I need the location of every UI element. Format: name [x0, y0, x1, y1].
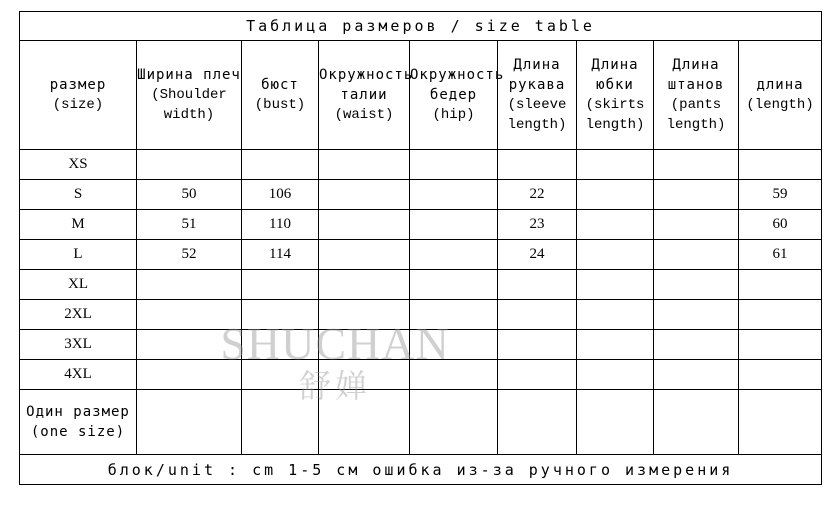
table-cell: [654, 210, 739, 240]
table-cell: [410, 240, 498, 270]
table-cell: 60: [739, 210, 822, 240]
table-cell: [739, 270, 822, 300]
header-size: [20, 41, 137, 150]
header-label-ru: длина: [756, 77, 804, 93]
size-label: M: [20, 210, 137, 240]
table-cell: [498, 360, 577, 390]
table-cell: [498, 150, 577, 180]
table-cell: [577, 360, 654, 390]
table-cell: [410, 270, 498, 300]
table-cell: [577, 150, 654, 180]
table-cell: [739, 330, 822, 360]
header-label-ru: Ширина плеч: [137, 67, 241, 83]
table-row: [20, 270, 822, 300]
header-row: [20, 41, 822, 150]
table-cell: [577, 210, 654, 240]
table-cell: [410, 210, 498, 240]
footer-note: блок/unit : cm 1-5 см ошибка из-за ручного измерения: [20, 455, 822, 485]
header-label-ru: размер: [49, 77, 107, 93]
table-cell: [242, 390, 319, 455]
table-cell: [498, 330, 577, 360]
table-title: Таблица размеров / size table: [20, 12, 822, 41]
header-label-ru: Длина юбки: [591, 57, 639, 93]
table-cell: 51: [137, 210, 242, 240]
table-cell: [319, 360, 410, 390]
table-cell: 106: [242, 180, 319, 210]
header-shoulder-width: [137, 41, 242, 150]
table-cell: 110: [242, 210, 319, 240]
table-cell: [319, 390, 410, 455]
table-cell: [577, 390, 654, 455]
size-table: [19, 11, 822, 485]
table-row: [20, 150, 822, 180]
table-cell: [654, 240, 739, 270]
table-cell: [319, 330, 410, 360]
table-cell: [410, 360, 498, 390]
header-label-en: (waist): [334, 107, 394, 123]
table-cell: [577, 300, 654, 330]
table-cell: [242, 360, 319, 390]
header-label-en: (skirts length): [585, 97, 645, 133]
table-cell: [137, 390, 242, 455]
table-cell: [137, 330, 242, 360]
header-label-en: (pants length): [666, 97, 726, 133]
size-label: S: [20, 180, 137, 210]
table-cell: [319, 210, 410, 240]
size-label: L: [20, 240, 137, 270]
table-cell: 114: [242, 240, 319, 270]
header-label-en: (hip): [432, 107, 475, 123]
table-cell: [654, 180, 739, 210]
table-cell: [319, 300, 410, 330]
header-waist: [319, 41, 414, 150]
table-cell: [410, 390, 498, 455]
table-cell: [319, 150, 410, 180]
table-cell: [654, 360, 739, 390]
table-cell: [319, 240, 410, 270]
table-cell: [498, 300, 577, 330]
table-row: [20, 240, 822, 270]
table-row: [20, 180, 822, 210]
table-cell: [654, 300, 739, 330]
table-cell: [577, 240, 654, 270]
size-label: XS: [20, 150, 137, 180]
size-table-frame: [19, 11, 821, 501]
header-pants-length: [654, 41, 739, 150]
header-label-en: (length): [746, 97, 814, 113]
one-size-label-ru: Один размер: [26, 404, 130, 420]
table-cell: [319, 180, 410, 210]
table-cell: [242, 270, 319, 300]
table-cell: [137, 360, 242, 390]
size-label: 4XL: [20, 360, 137, 390]
table-cell: [498, 270, 577, 300]
table-cell: [577, 180, 654, 210]
table-cell: [498, 390, 577, 455]
header-hip: [410, 41, 505, 150]
header-label-ru: бюст: [261, 77, 299, 93]
table-cell: [410, 150, 498, 180]
table-cell: [137, 300, 242, 330]
table-cell: [739, 300, 822, 330]
table-cell: [242, 300, 319, 330]
header-label-en: (Shoulder width): [151, 87, 227, 123]
one-size-label: [20, 390, 137, 455]
one-size-label-en: (one size): [30, 424, 126, 440]
table-cell: [577, 270, 654, 300]
table-row: [20, 330, 822, 360]
size-label: 3XL: [20, 330, 137, 360]
size-label: XL: [20, 270, 137, 300]
table-cell: 52: [137, 240, 242, 270]
header-label-ru: Длина штанов: [667, 57, 725, 93]
table-cell: [137, 150, 242, 180]
header-label-ru: Длина рукава: [508, 57, 566, 93]
table-cell: [654, 150, 739, 180]
table-cell: 23: [498, 210, 577, 240]
table-cell: [242, 150, 319, 180]
table-row: [20, 360, 822, 390]
header-label-en: (bust): [254, 97, 306, 113]
table-row-one-size: [20, 390, 822, 455]
table-row: [20, 210, 822, 240]
table-cell: [410, 300, 498, 330]
table-cell: 22: [498, 180, 577, 210]
table-cell: [242, 330, 319, 360]
table-cell: 24: [498, 240, 577, 270]
table-cell: [654, 270, 739, 300]
table-cell: 59: [739, 180, 822, 210]
table-row: [20, 300, 822, 330]
table-cell: [654, 330, 739, 360]
watermark-latin: SHUCHAN: [220, 318, 450, 369]
table-cell: [410, 180, 498, 210]
header-length: [739, 41, 822, 150]
table-cell: [739, 150, 822, 180]
header-label-en: (size): [52, 97, 104, 113]
table-cell: [739, 360, 822, 390]
size-label: 2XL: [20, 300, 137, 330]
header-label-ru: Окружность талии: [319, 67, 414, 103]
header-sleeve-length: [498, 41, 577, 150]
table-cell: 50: [137, 180, 242, 210]
table-cell: [319, 270, 410, 300]
table-cell: [410, 330, 498, 360]
table-cell: [137, 270, 242, 300]
footer-row: [20, 455, 822, 485]
table-cell: [739, 390, 822, 455]
header-label-ru: Окружность бедер: [410, 67, 505, 103]
table-cell: 61: [739, 240, 822, 270]
watermark-cjk: 舒婵: [298, 367, 371, 405]
table-cell: [654, 390, 739, 455]
header-skirt-length: [577, 41, 654, 150]
header-bust: [242, 41, 319, 150]
header-label-en: (sleeve length): [507, 97, 567, 133]
table-cell: [577, 330, 654, 360]
